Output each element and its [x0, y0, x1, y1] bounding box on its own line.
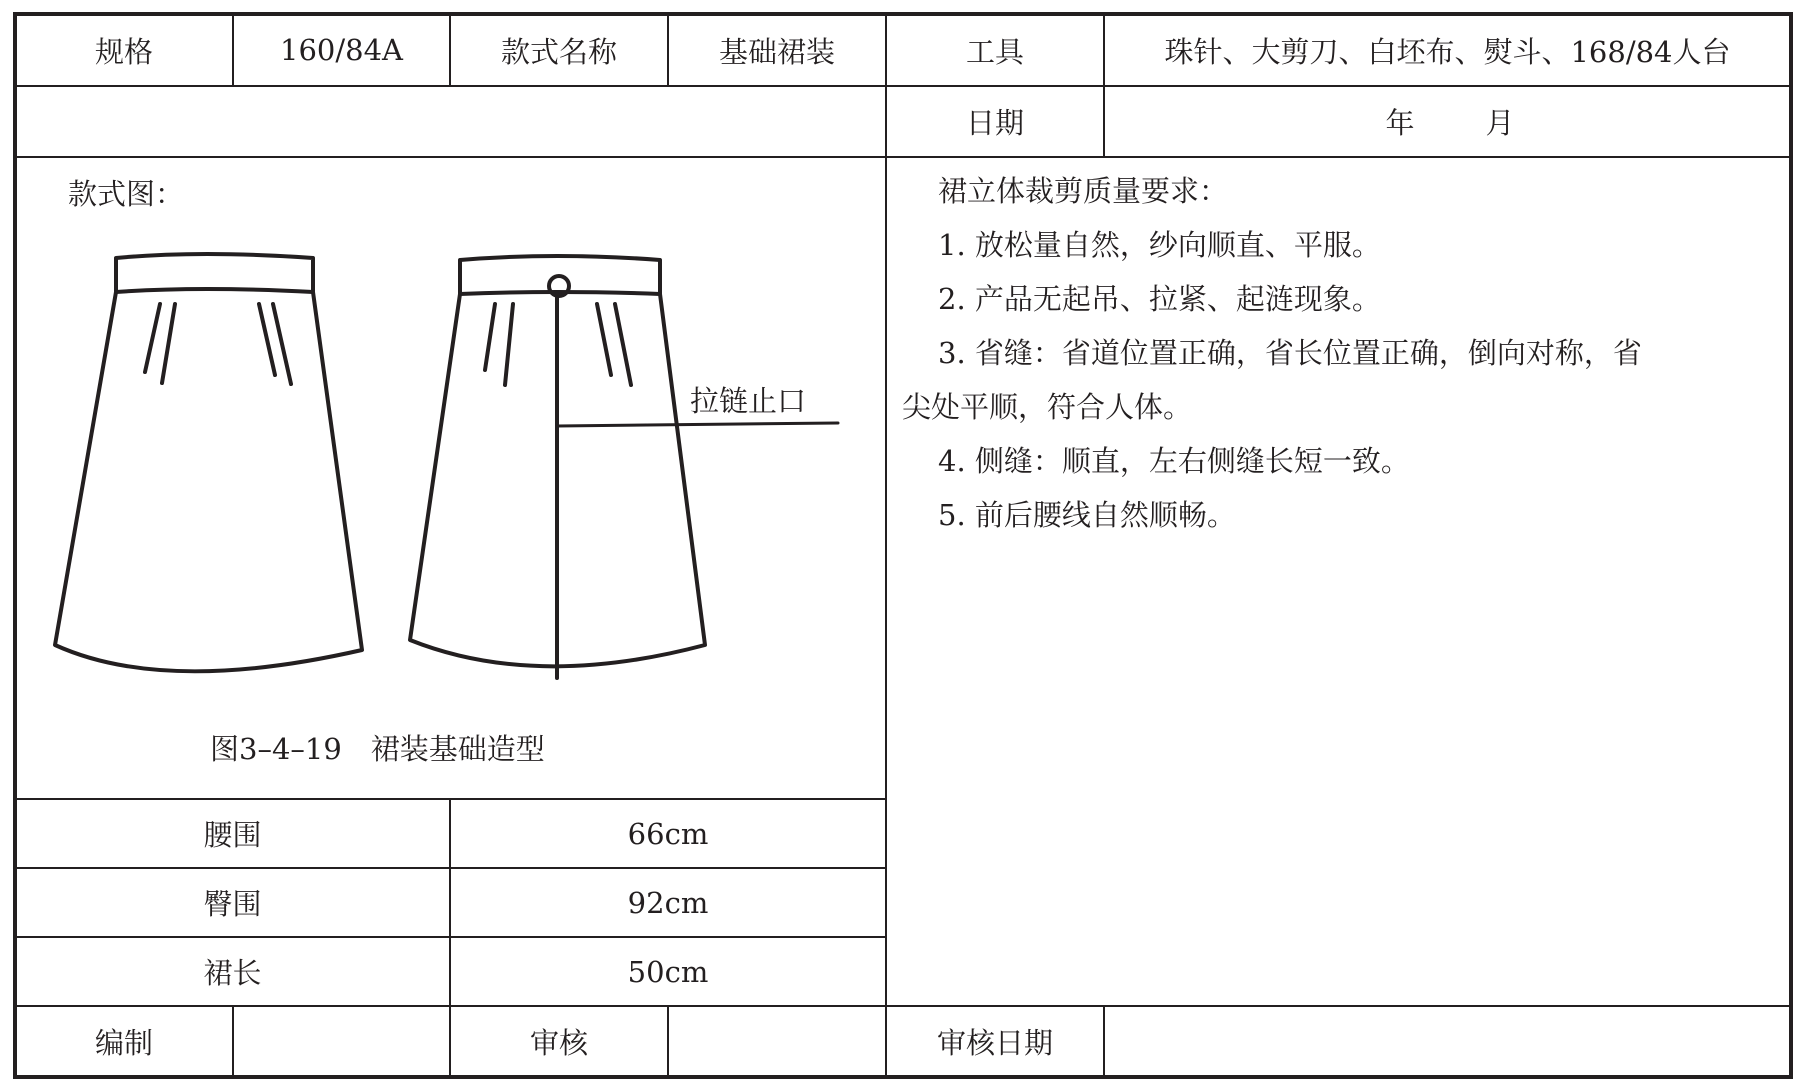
requirement-item-3: 3. 省缝：省道位置正确，省长位置正确，倒向对称，省 — [938, 336, 1642, 370]
requirement-item-2: 2. 产品无起吊、拉紧、起涟现象。 — [938, 282, 1381, 316]
date-month: 月 — [1485, 106, 1515, 140]
style-drawing-label: 款式图： — [68, 177, 185, 211]
style-name-label: 款式名称 — [500, 34, 617, 69]
measurement-name-waist: 腰围 — [203, 818, 262, 852]
date-year: 年 — [1385, 106, 1415, 140]
date-label: 日期 — [965, 106, 1024, 140]
front-skirt-drawing — [410, 256, 838, 678]
measurement-name-hip: 臀围 — [203, 887, 262, 921]
measurement-name-length: 裙长 — [203, 956, 262, 990]
figure-caption: 图3–4–19 裙装基础造型 — [210, 732, 545, 766]
requirements-title: 裙立体裁剪质量要求： — [938, 174, 1229, 208]
review-date-label: 审核日期 — [936, 1026, 1053, 1060]
spec-value: 160/84A — [280, 33, 403, 67]
skirt-illustration — [15, 220, 886, 780]
requirement-item-4: 4. 侧缝：顺直，左右侧缝长短一致。 — [938, 444, 1410, 478]
tools-value: 珠针、大剪刀、白坯布、熨斗、168/84人台 — [1164, 34, 1731, 69]
tools-label: 工具 — [965, 34, 1024, 69]
zipper-stop-label: 拉链止口 — [690, 384, 807, 418]
spec-label: 规格 — [94, 34, 153, 69]
measurement-value-waist: 66cm — [627, 816, 709, 851]
requirement-item-3-cont: 尖处平顺，符合人体。 — [902, 390, 1193, 424]
measurement-value-hip: 92cm — [627, 885, 709, 920]
requirement-item-1: 1. 放松量自然，纱向顺直、平服。 — [938, 228, 1381, 262]
style-name-value: 基础裙装 — [718, 34, 835, 69]
back-skirt-drawing — [55, 254, 362, 671]
review-label: 审核 — [529, 1026, 588, 1060]
measurement-value-length: 50cm — [627, 954, 709, 989]
requirement-item-5: 5. 前后腰线自然顺畅。 — [938, 498, 1236, 532]
compiled-label: 编制 — [94, 1026, 153, 1060]
